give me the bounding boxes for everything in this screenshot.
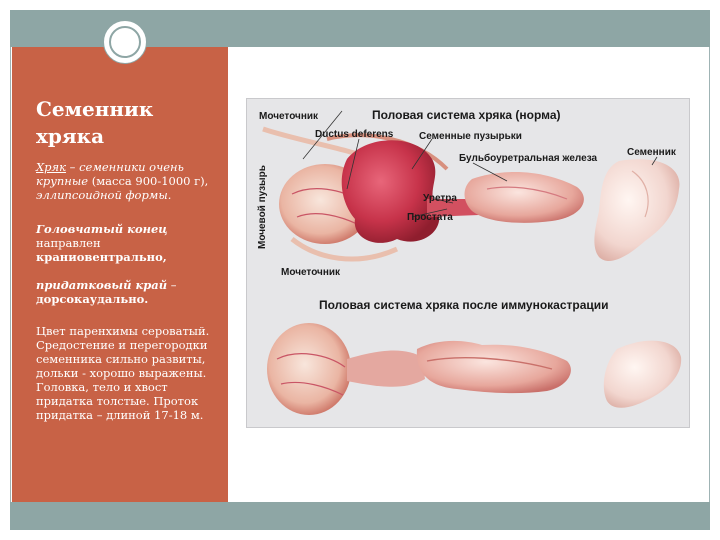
paragraph-4: Цвет паренхимы сероватый. Средостение и перегородки семенника сильно развиты, дольки - хорошо выражены. Головка, тело и хвост придатка толстые. Проток придатка – длиной 17-18 м.: [36, 324, 210, 422]
label-vesicles: Семенные пузырьки: [419, 131, 522, 142]
label-ureter-bottom: Мочеточник: [281, 267, 341, 278]
seminal-vesicles-shape: [342, 140, 440, 243]
anatomy-illustration: [247, 99, 690, 428]
label-ureter-top: Мочеточник: [259, 111, 319, 122]
label-title-normal: Половая система хряка (норма): [372, 108, 561, 122]
p2-bold-2: краниовентрально,: [36, 250, 167, 264]
bulbourethral-gland-shape-lower: [417, 341, 571, 393]
bottom-bar: [10, 502, 710, 530]
p1-italic-1: семенники очень крупные: [36, 160, 184, 188]
slide-title: [36, 96, 221, 150]
label-urethra: Уретра: [423, 193, 457, 204]
label-testis: Семенник: [627, 147, 676, 158]
paragraph-1: [36, 160, 216, 202]
label-bulbo: Бульбоуретральная железа: [459, 153, 598, 164]
bulbourethral-gland-shape: [465, 172, 584, 223]
p3-bold-2: дорсокаудально.: [36, 292, 149, 306]
p2-text: направлен: [36, 236, 101, 250]
immunocastrated-specimen: [267, 323, 681, 415]
p1-italic-2: эллипсоидной формы.: [36, 188, 172, 202]
paragraph-3: [36, 278, 216, 306]
decorative-ring-icon: [103, 20, 147, 64]
title-line-2: хряка: [36, 124, 105, 148]
p1-mid: (масса 900-1000 г),: [88, 174, 209, 188]
p1-dash: –: [66, 160, 80, 174]
label-ductus: Ductus deferens: [315, 129, 394, 140]
label-bladder: Мочевой пузырь: [257, 165, 268, 249]
title-line-1: Семенник: [36, 97, 154, 121]
label-prostate: Простата: [407, 212, 453, 223]
anatomy-figure: [246, 98, 690, 428]
p3-bold: придатковый край: [36, 278, 168, 292]
testis-shape-lower: [604, 341, 681, 408]
p2-bold: Головчатый конец: [36, 222, 168, 236]
label-title-immuno: Половая система хряка после иммунокастрации: [319, 298, 609, 312]
paragraph-2: [36, 222, 216, 264]
p1-word: Хряк: [36, 160, 67, 174]
bladder-shape-lower: [267, 323, 351, 415]
p3-text: –: [167, 278, 177, 292]
